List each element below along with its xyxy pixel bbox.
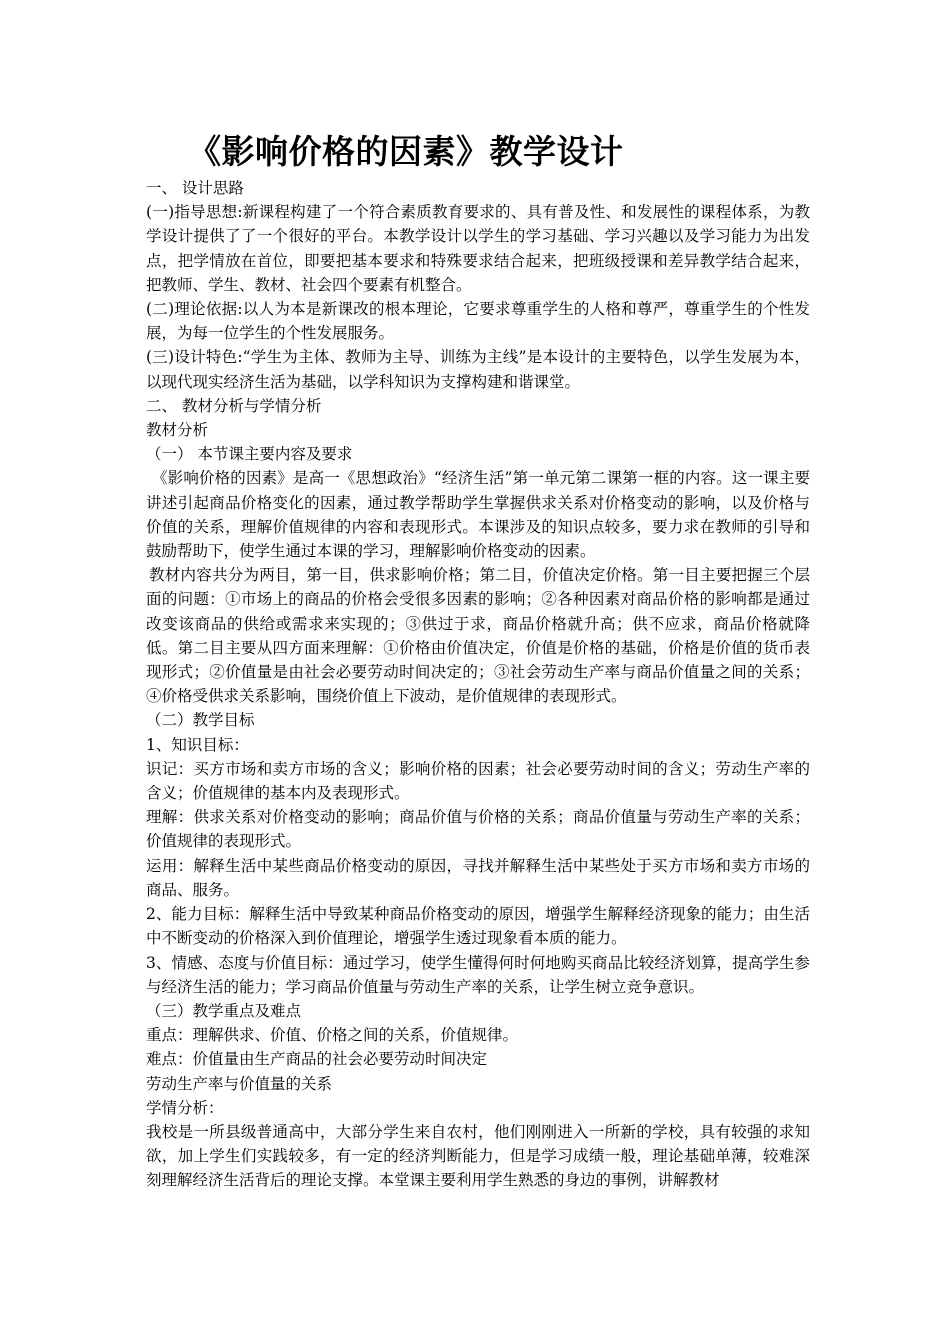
paragraph-design-features: (三)设计特色:“学生为主体、教师为主导、训练为主线”是本设计的主要特色，以学生发展为本，以现代现实经济生活为基础，以学科知识为支撑构建和谐课堂。 — [146, 348, 810, 391]
subheading-teaching-goals: （二）教学目标 — [146, 711, 255, 730]
subheading-main-content: （一） 本节课主要内容及要求 — [146, 445, 353, 464]
section-heading-design-ideas: 一、 设计思路 — [146, 179, 244, 197]
paragraph-difficult-point-2: 劳动生产率与价值量的关系 — [146, 1074, 333, 1093]
paragraph-theory-basis: (二)理论依据:以人为本是新课改的根本理论，它要求尊重学生的人格和尊严，尊重学生的个性发展，为每一位学生的个性发展服务。 — [146, 300, 810, 343]
subheading-key-points: （三）教学重点及难点 — [146, 1001, 302, 1020]
paragraph-memorize: 识记：买方市场和卖方市场的含义；影响价格的因素；社会必要劳动时间的含义；劳动生产率的含义；价值规律的基本内及表现形式。 — [146, 759, 810, 803]
paragraph-key-point: 重点：理解供求、价值、价格之间的关系，价值规律。 — [146, 1026, 519, 1045]
paragraph-lesson-overview: 《影响价格的因素》是高一《思想政治》“经济生活”第一单元第二课第一框的内容。这一课主要讲述引起商品价格变化的因素，通过教学帮助学生掌握供求关系对价格变动的影响，以及价格与价值的关系，理解价值规律的内容和表现形式。本课涉及的知识点较多，要力求在教师的引导和鼓励帮助下，使学生通过本课的学习，理解影响价格变动的因素。 — [146, 469, 810, 561]
paragraph-student-analysis: 我校是一所县级普通高中，大部分学生来自农村，他们刚刚进入一所新的学校，具有较强的求知欲，加上学生们实践较多，有一定的经济判断能力，但是学习成绩一般，理论基础单薄，较难深刻理解经济生活背后的理论支撑。本堂课主要利用学生熟悉的身边的事例，讲解教材 — [146, 1122, 810, 1190]
goal-knowledge-heading: 1、知识目标： — [146, 735, 249, 754]
subheading-student-analysis: 学情分析： — [146, 1098, 224, 1117]
paragraph-textbook-content: 教材内容共分为两目，第一目，供求影响价格；第二目，价值决定价格。第一目主要把握三个层面的问题：①市场上的商品的价格会受很多因素的影响；②各种因素对商品价格的影响都是通过改变该商品的供给或需求来实现的；③供过于求，商品价格就升高；供不应求，商品价格就降低。第二目主要从四方面来理解：①价格由价值决定，价值是价格的基础，价格是价值的货币表现形式；②价值量是由社会必要劳动时间决定的；③社会劳动生产率与商品价值量之间的关系；④价格受供求关系影响，围绕价值上下波动，是价值规律的表现形式。 — [146, 566, 810, 706]
paragraph-difficult-point: 难点：价值量由生产商品的社会必要劳动时间决定 — [146, 1050, 488, 1069]
paragraph-understand: 理解：供求关系对价格变动的影响；商品价值与价格的关系；商品价值量与劳动生产率的关系；价值规律的表现形式。 — [146, 808, 810, 851]
subheading-textbook-analysis: 教材分析 — [146, 421, 209, 440]
section-heading-analysis: 二、 教材分析与学情分析 — [146, 396, 322, 415]
paragraph-apply: 运用：解释生活中某些商品价格变动的原因，寻找并解释生活中某些处于买方市场和卖方市场的商品、服务。 — [146, 856, 810, 899]
document-page — [146, 130, 810, 1193]
paragraph-ability-goal: 2、能力目标：解释生活中导致某种商品价格变动的原因，增强学生解释经济现象的能力；由生活中不断变动的价格深入到价值理论，增强学生透过现象看本质的能力。 — [146, 905, 810, 948]
paragraph-emotion-goal: 3、情感、态度与价值目标：通过学习，使学生懂得何时何地购买商品比较经济划算，提高学生参与经济生活的能力；学习商品价值量与劳动生产率的关系，让学生树立竞争意识。 — [146, 953, 810, 996]
document-title: 《影响价格的因素》教学设计 — [188, 132, 624, 171]
paragraph-guiding-ideology: (一)指导思想:新课程构建了一个符合素质教育要求的、具有普及性、和发展性的课程体系，为教学设计提供了了一个很好的平台。本教学设计以学生的学习基础、学习兴趣以及学习能力为出发点，把学情放在首位，即要把基本要求和特殊要求结合起来，把班级授课和差异教学结合起来，把教师、学生、教材、社会四个要素有机整合。 — [146, 203, 810, 294]
